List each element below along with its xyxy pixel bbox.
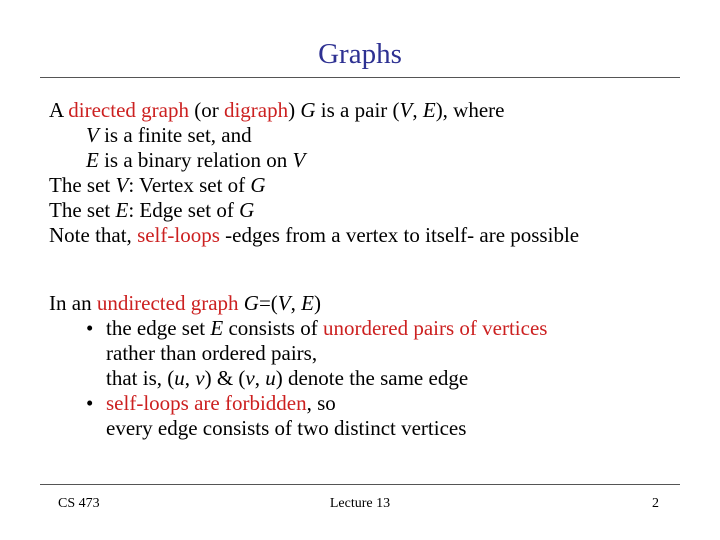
definition-line: A directed graph (or digraph) G is a pair (V, E), where [49, 98, 505, 122]
edge-relation-line: E is a binary relation on V [86, 148, 306, 172]
bullet-self-loops-cont: every edge consists of two distinct vertices [106, 416, 467, 440]
bullet-icon: • [86, 316, 94, 340]
term-directed-graph: directed graph [68, 98, 189, 122]
term-digraph: digraph [223, 98, 289, 122]
edge-set-label: The set E: Edge set of G [49, 198, 255, 222]
directed-graph-definition [49, 98, 579, 248]
term-self-loops: self-loops [137, 223, 220, 247]
term-undirected-graph: undirected graph [96, 291, 239, 315]
bullet-edge-set: • the edge set E consists of unordered pairs of vertices [86, 316, 548, 340]
footer-lecture: Lecture 13 [329, 496, 391, 511]
bullet-edge-set-example: that is, (u, v) & (v, u) denote the same edge [106, 366, 469, 390]
title-divider [40, 77, 680, 78]
term-self-loops-forbidden: self-loops are forbidden [106, 391, 307, 415]
self-loops-note: Note that, self-loops -edges from a vertex to itself- are possible [49, 223, 580, 247]
undirected-intro: In an undirected graph G=(V, E) [49, 291, 321, 315]
vertex-set-line: V is a finite set, and [86, 123, 252, 147]
bullet-icon: • [86, 391, 94, 415]
bullet-self-loops: • self-loops are forbidden, so [86, 391, 336, 415]
footer-course: CS 473 [58, 496, 100, 511]
term-unordered-pairs: unordered pairs of vertices [322, 316, 548, 340]
undirected-graph-definition [49, 291, 547, 441]
bullet-edge-set-cont: rather than ordered pairs, [106, 341, 318, 365]
footer-page-number: 2 [652, 496, 659, 511]
footer-divider [40, 484, 680, 485]
slide-title: Graphs [318, 38, 402, 70]
vertex-set-label: The set V: Vertex set of G [49, 173, 266, 197]
